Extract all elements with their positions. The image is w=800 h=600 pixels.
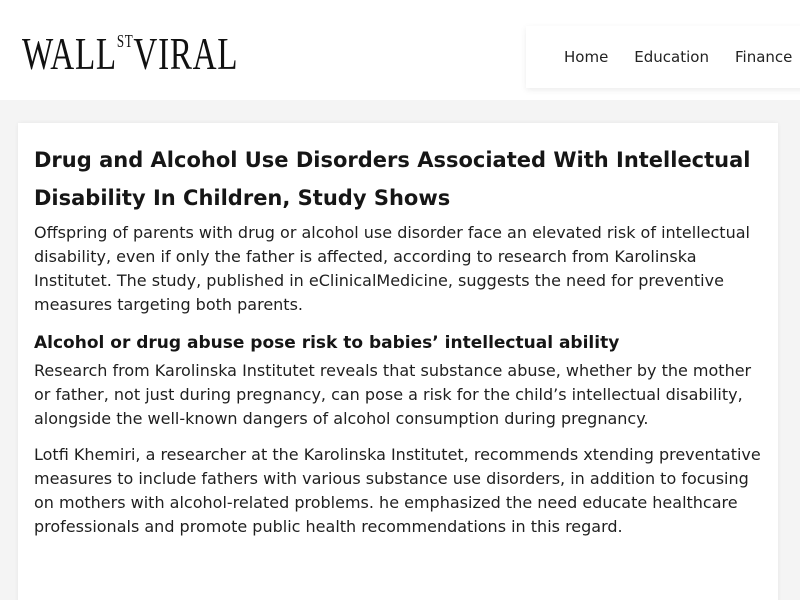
nav-home[interactable]: Home: [564, 48, 609, 66]
nav-education[interactable]: Education: [634, 48, 709, 66]
article-paragraph-3: Lotfi Khemiri, a researcher at the Karolinska Institutet, recommends xtending preventative measures to include fathers with various substance use disorders, in addition to focusing on mothers with alcohol-related problems. he emphasized the need educate healthcare professionals and promote public health recommendations in this regard.: [34, 445, 761, 536]
logo-wordmark: [22, 17, 322, 89]
article-card: [18, 123, 778, 600]
article-title: Drug and Alcohol Use Disorders Associated With Intellectual Disability In Children, Study Shows: [34, 148, 751, 210]
article-intro: Offspring of parents with drug or alcohol use disorder face an elevated risk of intellectual disability, even if only the father is affected, according to research from Karolinska Institutet. The study, published in eClinicalMedicine, suggests the need for preventive measures targeting both parents.: [34, 223, 750, 314]
article-content: [34, 141, 764, 539]
site-header: [0, 0, 800, 100]
nav-finance[interactable]: Finance: [734, 48, 793, 66]
main-nav: [526, 26, 800, 88]
site-logo[interactable]: [16, 8, 246, 98]
article-paragraph-2: Research from Karolinska Institutet reveals that substance abuse, whether by the mother or father, not just during pregnancy, can pose a risk for the child’s intellectual disability, alongside the well-known dangers of alcohol consumption during pregnancy.: [34, 361, 752, 428]
article-subheading: Alcohol or drug abuse pose risk to babies’ intellectual ability: [34, 333, 620, 353]
logo-wordmark-text: $WALL^{ST}VIRAL$: [22, 27, 239, 79]
